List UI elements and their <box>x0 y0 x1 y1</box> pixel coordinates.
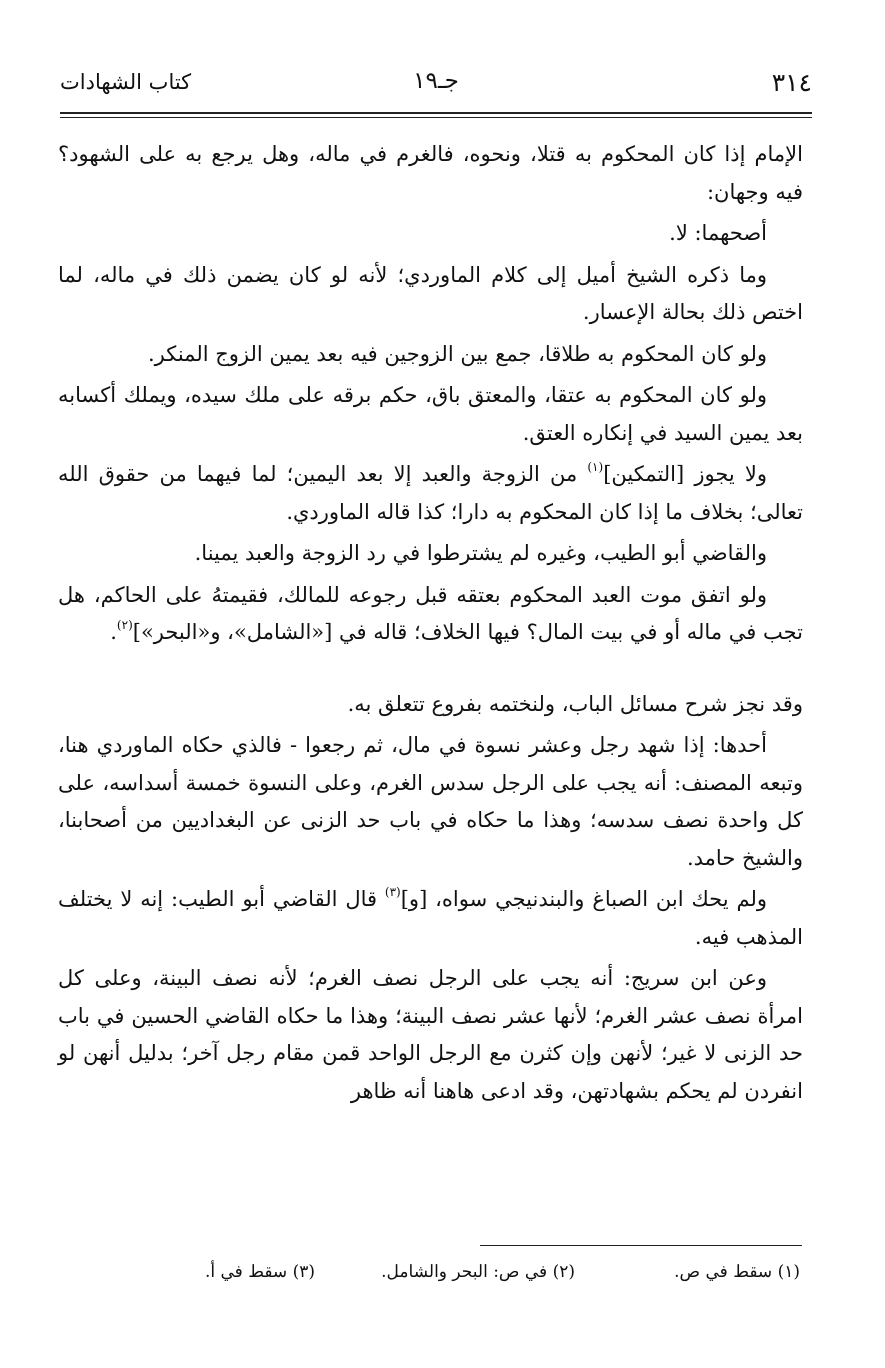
footnote-2: (٢) في ص: البحر والشامل. <box>381 1262 575 1282</box>
footnote-marker: (٣) <box>384 885 401 899</box>
footnote-marker: (٢) <box>116 618 133 632</box>
paragraph-text: قال القاضي أبو الطيب: إنه لا يختلف المذهب فيه. <box>58 887 803 949</box>
footnote-rule <box>480 1245 802 1246</box>
paragraph: وعن ابن سريج: أنه يجب على الرجل نصف الغرم؛ لأنه نصف البينة، وعلى كل امرأة نصف عشر الغرم؛ لأنها عشر نصف البينة؛ وهذا ما حكاه القاضي الحسين في باب حد الزنى لا غير؛ لأنهن وإن كثرن مع الرجل الواحد قمن مقام رجل آخر؛ بدليل أنهن لو انفردن لم يحكم بشهادتهن، وقد ادعى هاهنا أنه ظاهر <box>58 966 803 1103</box>
running-header <box>60 62 812 102</box>
paragraph-text: ولو اتفق موت العبد المحكوم بعتقه قبل رجوعه للمالك، فقيمتهُ على الحاكم، هل تجب في ماله أو في بيت المال؟ فيها الخلاف؛ قاله في [«الشامل»، و«البحر»] <box>58 582 803 644</box>
paragraph-text: . <box>110 620 117 644</box>
paragraph <box>58 881 803 956</box>
paragraph-text: ولا يجوز [التمكين] <box>603 462 767 486</box>
paragraph: أصحهما: لا. <box>669 221 767 245</box>
paragraph: ولو كان المحكوم به طلاقا، جمع بين الزوجين فيه بعد يمين الزوج المنكر. <box>147 341 767 366</box>
paragraph: الإمام إذا كان المحكوم به قتلا، ونحوه، فالغرم في ماله، وهل يرجع به على الشهود؟ فيه وجهان: <box>58 142 803 204</box>
main-text <box>58 136 803 1114</box>
header-rule <box>60 112 812 114</box>
footnote-3: (٣) سقط في أ. <box>204 1262 315 1282</box>
footnote-1: (١) سقط في ص. <box>674 1262 800 1282</box>
paragraph <box>58 577 803 652</box>
header-rule-thin <box>60 117 812 118</box>
paragraph: وقد نجز شرح مسائل الباب، ولنختمه بفروع تتعلق به. <box>347 691 803 716</box>
page-number: ٣١٤ <box>771 68 812 97</box>
book-title: كتاب الشهادات <box>60 70 192 94</box>
paragraph: ولو كان المحكوم به عتقا، والمعتق باق، حكم برقه على ملك سيده، ويملك أكسابه بعد يمين السيد في إنكاره العتق. <box>58 383 803 445</box>
paragraph: والقاضي أبو الطيب، وغيره لم يشترطوا في رد الزوجة والعبد يمينا. <box>194 541 767 565</box>
paragraph: وما ذكره الشيخ أميل إلى كلام الماوردي؛ لأنه لو كان يضمن ذلك في ماله، لما اختص ذلك بحالة الإعسار. <box>58 262 803 324</box>
footnote-marker: (١) <box>587 460 604 474</box>
paragraph <box>58 456 803 531</box>
volume-number: جـ١٩ <box>413 68 459 94</box>
paragraph-text: ولم يحك ابن الصباغ والبندنيجي سواه، [و] <box>400 887 767 911</box>
paragraph: أحدها: إذا شهد رجل وعشر نسوة في مال، ثم رجعوا - فالذي حكاه الماوردي هنا، وتبعه المصنف: أنه يجب على الرجل سدس الغرم، وعلى النسوة خمسة أسداسه، على كل واحدة نصف سدسه؛ وهذا ما حكاه في باب حد الزنى عن البغداديين من أصحابنا، والشيخ حامد. <box>58 733 803 870</box>
paragraph-text: من الزوجة والعبد إلا بعد اليمين؛ لما فيهما من حقوق الله تعالى؛ بخلاف ما إذا كان المحكوم به دارا؛ كذا قاله الماوردي. <box>58 462 803 524</box>
